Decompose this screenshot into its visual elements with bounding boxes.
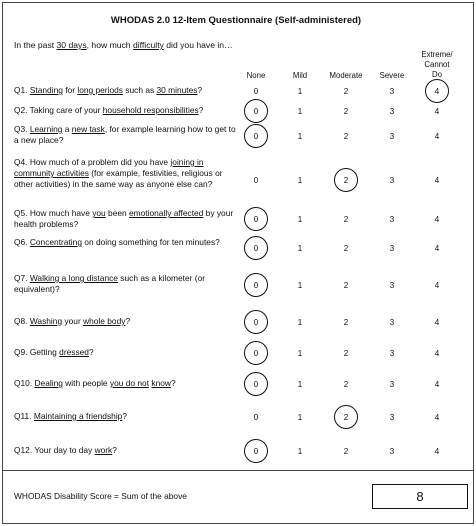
question-8-option-0-selected[interactable]: 0 <box>244 310 268 334</box>
question-9-text <box>14 347 242 358</box>
text-segment: ? <box>125 316 131 326</box>
text-segment: household responsibilities <box>102 105 199 115</box>
text-segment: Q10. <box>14 378 35 388</box>
form-title: WHODAS 2.0 12-Item Questionnaire (Self-administered) <box>110 15 362 26</box>
question-2-option-1[interactable]: 1 <box>297 106 303 116</box>
question-6-option-1[interactable]: 1 <box>297 243 303 253</box>
column-header-extreme: Extreme/ Cannot Do <box>421 50 453 79</box>
question-12-option-0-selected[interactable]: 0 <box>244 439 268 463</box>
question-3-option-4[interactable]: 4 <box>434 131 440 141</box>
text-segment: Q9. Getting <box>14 347 60 357</box>
text-segment: with people <box>62 378 110 388</box>
question-10-option-2[interactable]: 2 <box>343 379 349 389</box>
column-header-mild: Mild <box>292 71 308 80</box>
question-4-option-1[interactable]: 1 <box>297 175 303 185</box>
text-segment: work <box>94 445 113 455</box>
text-segment: a <box>62 124 72 134</box>
question-12-option-1[interactable]: 1 <box>297 446 303 456</box>
question-5-text <box>14 208 242 230</box>
question-9-option-1[interactable]: 1 <box>297 348 303 358</box>
question-5-option-2[interactable]: 2 <box>343 214 349 224</box>
question-12-option-4[interactable]: 4 <box>434 446 440 456</box>
question-11-option-0[interactable]: 0 <box>253 412 259 422</box>
text-segment: such as a kilometer (or equivalent)? <box>14 273 206 295</box>
question-1-option-0[interactable]: 0 <box>253 86 259 96</box>
score-value-box: 8 <box>372 484 468 509</box>
question-4-text <box>14 157 242 191</box>
text-segment: Q7. <box>14 273 30 283</box>
question-1-text <box>14 85 242 96</box>
column-header-none: None <box>246 71 266 80</box>
text-segment: Walking a long distance <box>29 273 118 283</box>
text-segment: Washing <box>29 316 63 326</box>
question-8-option-3[interactable]: 3 <box>389 317 395 327</box>
question-7-option-1[interactable]: 1 <box>297 280 303 290</box>
score-label: WHODAS Disability Score = Sum of the above <box>14 491 187 501</box>
question-11-text <box>14 411 242 422</box>
question-2-text <box>14 105 242 116</box>
column-header-severe: Severe <box>379 71 405 80</box>
question-8-option-4[interactable]: 4 <box>434 317 440 327</box>
intro-text <box>14 40 233 50</box>
question-6-text <box>14 237 242 248</box>
text-segment: ? <box>122 411 128 421</box>
question-8-option-2[interactable]: 2 <box>343 317 349 327</box>
question-5-option-1[interactable]: 1 <box>297 214 303 224</box>
text-segment: know <box>151 378 171 388</box>
text-segment: emotionally affected <box>129 208 204 218</box>
score-divider <box>2 470 474 471</box>
text-segment: Q4. How much of a problem did you have <box>14 157 171 167</box>
question-9-option-2[interactable]: 2 <box>343 348 349 358</box>
text-segment: Dealing <box>34 378 63 388</box>
text-segment: , for example learning how to get to a new place? <box>14 124 236 146</box>
question-6-option-0-selected[interactable]: 0 <box>244 236 268 260</box>
question-7-option-4[interactable]: 4 <box>434 280 440 290</box>
question-10-option-3[interactable]: 3 <box>389 379 395 389</box>
question-6-option-3[interactable]: 3 <box>389 243 395 253</box>
question-7-option-2[interactable]: 2 <box>343 280 349 290</box>
question-10-option-4[interactable]: 4 <box>434 379 440 389</box>
question-7-text <box>14 273 242 295</box>
text-segment: Q6. <box>14 237 30 247</box>
text-segment: , how much <box>86 40 133 50</box>
text-segment: Q8. <box>14 316 30 326</box>
text-segment: on doing something for ten minutes? <box>81 237 220 247</box>
question-2-option-3[interactable]: 3 <box>389 106 395 116</box>
question-10-option-1[interactable]: 1 <box>297 379 303 389</box>
question-2-option-4[interactable]: 4 <box>434 106 440 116</box>
question-5-option-0-selected[interactable]: 0 <box>244 207 268 231</box>
text-segment: 30 days <box>56 40 87 50</box>
question-6-option-2[interactable]: 2 <box>343 243 349 253</box>
question-11-option-2-selected[interactable]: 2 <box>334 405 358 429</box>
question-12-option-3[interactable]: 3 <box>389 446 395 456</box>
question-1-option-4-selected[interactable]: 4 <box>425 79 449 103</box>
question-1-option-1[interactable]: 1 <box>297 86 303 96</box>
question-3-option-2[interactable]: 2 <box>343 131 349 141</box>
question-3-option-0-selected[interactable]: 0 <box>244 124 268 148</box>
question-11-option-4[interactable]: 4 <box>434 412 440 422</box>
question-4-option-2-selected[interactable]: 2 <box>334 168 358 192</box>
text-segment: (for example, festivities, religious or other activities) in the same way as anyone else can? <box>14 168 223 190</box>
text-segment: ? <box>88 347 94 357</box>
question-2-option-0-selected[interactable]: 0 <box>244 99 268 123</box>
text-segment: Q2. Taking care of your <box>14 105 103 115</box>
question-6-option-4[interactable]: 4 <box>434 243 440 253</box>
text-segment: In the past <box>14 40 57 50</box>
question-11-option-1[interactable]: 1 <box>297 412 303 422</box>
question-10-option-0-selected[interactable]: 0 <box>244 372 268 396</box>
question-5-option-4[interactable]: 4 <box>434 214 440 224</box>
question-9-option-4[interactable]: 4 <box>434 348 440 358</box>
question-10-text <box>14 378 242 389</box>
question-8-option-1[interactable]: 1 <box>297 317 303 327</box>
question-11-option-3[interactable]: 3 <box>389 412 395 422</box>
text-segment: been <box>105 208 130 218</box>
question-4-option-3[interactable]: 3 <box>389 175 395 185</box>
question-1-option-3[interactable]: 3 <box>389 86 395 96</box>
text-segment: joining in community activities <box>14 157 204 179</box>
question-1-option-2[interactable]: 2 <box>343 86 349 96</box>
question-7-option-0-selected[interactable]: 0 <box>244 273 268 297</box>
text-segment: you do not <box>109 378 150 388</box>
question-3-option-1[interactable]: 1 <box>297 131 303 141</box>
text-segment: Concentrating <box>29 237 82 247</box>
question-8-text <box>14 316 242 327</box>
text-segment: by your health problems? <box>14 208 234 230</box>
question-4-option-0[interactable]: 0 <box>253 175 259 185</box>
text-segment: Maintaining a friendship <box>33 411 123 421</box>
question-12-option-2[interactable]: 2 <box>343 446 349 456</box>
text-segment: for <box>62 85 78 95</box>
text-segment: Q12. Your day to day <box>14 445 95 455</box>
text-segment: ? <box>170 378 176 388</box>
question-9-option-3[interactable]: 3 <box>389 348 395 358</box>
question-2-option-2[interactable]: 2 <box>343 106 349 116</box>
text-segment: Q5. How much have <box>14 208 93 218</box>
text-segment: difficulty <box>132 40 164 50</box>
question-3-option-3[interactable]: 3 <box>389 131 395 141</box>
text-segment: you <box>92 208 106 218</box>
text-segment: ? <box>112 445 117 455</box>
column-header-moderate: Moderate <box>329 71 363 80</box>
question-12-text <box>14 445 242 456</box>
question-7-option-3[interactable]: 3 <box>389 280 395 290</box>
question-3-text <box>14 124 242 146</box>
text-segment: such as <box>122 85 157 95</box>
text-segment: ? <box>197 85 203 95</box>
question-4-option-4[interactable]: 4 <box>434 175 440 185</box>
text-segment: Q1. <box>14 85 30 95</box>
text-segment: Learning <box>29 124 63 134</box>
text-segment: 30 minutes <box>156 85 198 95</box>
text-segment: whole body <box>83 316 126 326</box>
text-segment: Standing <box>29 85 63 95</box>
text-segment: your <box>62 316 84 326</box>
text-segment: ? <box>198 105 204 115</box>
text-segment: new task <box>71 124 105 134</box>
question-9-option-0-selected[interactable]: 0 <box>244 341 268 365</box>
text-segment: Q11. <box>14 411 34 421</box>
text-segment: did you have in… <box>163 40 233 50</box>
text-segment: Q3. <box>14 124 30 134</box>
text-segment: long periods <box>77 85 123 95</box>
text-segment: dressed <box>59 347 89 357</box>
question-5-option-3[interactable]: 3 <box>389 214 395 224</box>
